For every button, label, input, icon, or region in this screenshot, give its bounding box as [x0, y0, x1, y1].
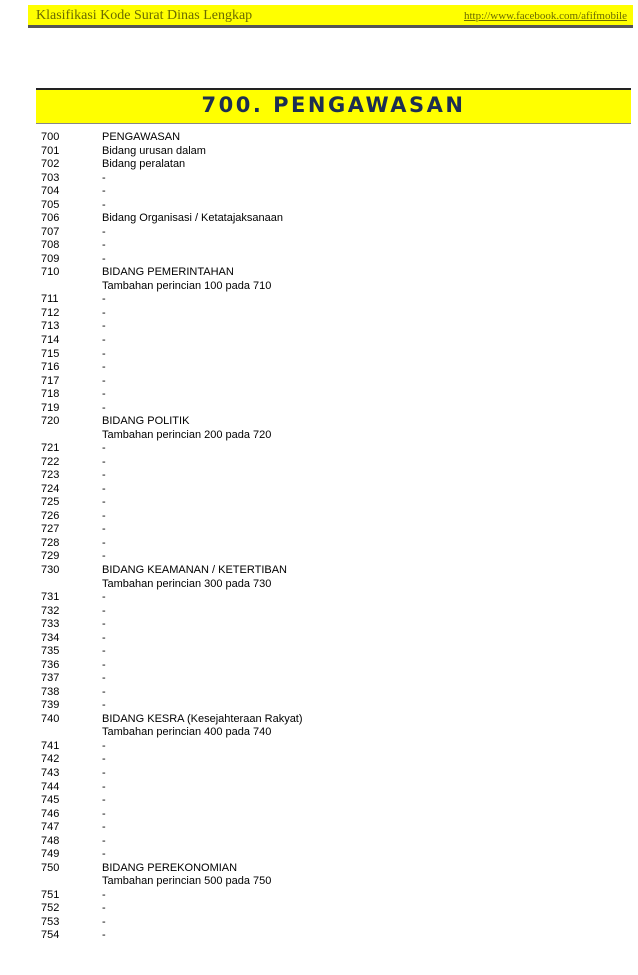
list-item [41, 510, 601, 524]
code-number: 712 [41, 306, 60, 319]
code-description: - [102, 645, 106, 658]
code-number: 709 [41, 252, 60, 265]
code-number: 727 [41, 523, 60, 536]
list-item [41, 307, 601, 321]
code-number: 707 [41, 225, 60, 238]
code-number [41, 280, 102, 294]
code-number: 747 [41, 821, 60, 834]
code-number: 753 [41, 915, 60, 928]
list-item [41, 767, 601, 781]
list-item [41, 632, 601, 646]
code-description: - [102, 821, 106, 834]
list-item [41, 496, 601, 510]
code-description: - [102, 509, 106, 522]
code-description: - [102, 185, 106, 198]
code-description: - [102, 374, 106, 387]
list-item [41, 753, 601, 767]
list-item [41, 293, 601, 307]
list-item [41, 172, 601, 186]
code-number: 718 [41, 388, 60, 401]
list-item [41, 605, 601, 619]
list-item [41, 402, 601, 416]
code-number: 741 [41, 739, 60, 752]
header-bar [28, 5, 633, 28]
code-number: 719 [41, 401, 60, 414]
list-item [41, 280, 601, 294]
list-item [41, 131, 601, 145]
list-item [41, 388, 601, 402]
code-description: - [102, 239, 106, 252]
code-description: - [102, 699, 106, 712]
code-description: - [102, 333, 106, 346]
code-number: 726 [41, 509, 60, 522]
list-item [41, 929, 601, 943]
code-description: - [102, 536, 106, 549]
list-item [41, 415, 601, 429]
code-description: - [102, 658, 106, 671]
code-description: - [102, 591, 106, 604]
code-number: 716 [41, 361, 60, 374]
code-description: - [102, 496, 106, 509]
code-number: 730 [41, 564, 60, 576]
code-description: - [102, 848, 106, 861]
code-number: 731 [41, 591, 60, 604]
code-number: 744 [41, 780, 60, 793]
list-item [41, 483, 601, 497]
list-item [41, 145, 601, 159]
document-title: Klasifikasi Kode Surat Dinas Lengkap [36, 8, 253, 23]
list-item [41, 334, 601, 348]
code-description: Tambahan perincian 200 pada 720 [102, 428, 272, 441]
code-description: - [102, 902, 106, 915]
list-item [41, 713, 601, 727]
code-description: - [102, 347, 106, 360]
code-description: - [102, 306, 106, 319]
list-item [41, 266, 601, 280]
list-item [41, 618, 601, 632]
code-number: 749 [41, 848, 60, 861]
list-item [41, 253, 601, 267]
list-item [41, 862, 601, 876]
code-description: Bidang peralatan [102, 158, 186, 171]
code-description: Tambahan perincian 500 pada 750 [102, 875, 272, 888]
section-heading-band [36, 88, 631, 124]
code-number: 703 [41, 171, 60, 184]
code-number: 721 [41, 442, 60, 455]
list-item [41, 848, 601, 862]
list-item [41, 212, 601, 226]
code-description: - [102, 523, 106, 536]
code-description: - [102, 401, 106, 414]
code-number: 737 [41, 672, 60, 685]
list-item [41, 564, 601, 578]
list-item [41, 740, 601, 754]
code-number: 711 [41, 293, 59, 306]
code-number: 740 [41, 712, 60, 725]
code-description: - [102, 455, 106, 468]
list-item [41, 902, 601, 916]
code-description: - [102, 469, 106, 482]
code-number: 729 [41, 550, 60, 563]
list-item [41, 185, 601, 199]
code-number: 754 [41, 929, 60, 942]
code-number: 702 [41, 158, 60, 171]
code-description: - [102, 631, 106, 644]
code-description: BIDANG POLITIK [102, 415, 190, 428]
list-item [41, 199, 601, 213]
code-description: - [102, 685, 106, 698]
code-number: 750 [41, 861, 60, 874]
code-number: 725 [41, 496, 60, 509]
code-description: Tambahan perincian 400 pada 740 [102, 726, 272, 739]
code-description: - [102, 753, 106, 766]
code-description: BIDANG PEMERINTAHAN [102, 266, 234, 279]
code-description: - [102, 320, 106, 333]
list-item [41, 726, 601, 740]
code-list [41, 131, 601, 943]
code-description: PENGAWASAN [102, 131, 181, 143]
list-item [41, 875, 601, 889]
code-number: 734 [41, 631, 60, 644]
list-item [41, 429, 601, 443]
list-item [41, 442, 601, 456]
code-number: 722 [41, 455, 60, 468]
code-description: - [102, 766, 106, 779]
list-item [41, 591, 601, 605]
code-number: 738 [41, 685, 60, 698]
code-number: 751 [41, 888, 60, 901]
code-description: - [102, 604, 106, 617]
code-number: 706 [41, 212, 60, 225]
code-description: - [102, 550, 106, 563]
code-number [41, 875, 102, 889]
list-item [41, 835, 601, 849]
code-number: 745 [41, 794, 60, 807]
list-item [41, 889, 601, 903]
code-number: 705 [41, 198, 60, 211]
code-number: 723 [41, 469, 60, 482]
code-number [41, 429, 102, 443]
list-item [41, 361, 601, 375]
code-description: - [102, 915, 106, 928]
code-description: Bidang urusan dalam [102, 144, 206, 157]
code-description: - [102, 442, 106, 455]
code-number: 743 [41, 766, 60, 779]
code-description: - [102, 929, 106, 942]
code-description: Tambahan perincian 100 pada 710 [102, 279, 272, 292]
code-description: - [102, 293, 106, 306]
list-item [41, 469, 601, 483]
list-item [41, 578, 601, 592]
code-description: - [102, 225, 106, 238]
code-number: 710 [41, 266, 60, 279]
code-number: 715 [41, 347, 60, 360]
code-number: 739 [41, 699, 60, 712]
facebook-link[interactable]: http://www.facebook.com/afifmobile [463, 10, 627, 22]
code-number: 742 [41, 753, 60, 766]
list-item [41, 550, 601, 564]
code-description: BIDANG KESRA (Kesejahteraan Rakyat) [102, 712, 303, 725]
list-item [41, 645, 601, 659]
code-description: - [102, 834, 106, 847]
list-item [41, 239, 601, 253]
code-number: 714 [41, 333, 60, 346]
code-number: 746 [41, 807, 60, 820]
code-description: - [102, 780, 106, 793]
list-item [41, 320, 601, 334]
code-number: 700 [41, 131, 60, 143]
code-number [41, 726, 102, 740]
list-item [41, 794, 601, 808]
code-description: - [102, 739, 106, 752]
list-item [41, 821, 601, 835]
code-description: Tambahan perincian 300 pada 730 [102, 577, 272, 590]
code-description: - [102, 252, 106, 265]
code-number: 748 [41, 834, 60, 847]
code-description: - [102, 672, 106, 685]
code-number [41, 578, 102, 592]
list-item [41, 659, 601, 673]
list-item [41, 375, 601, 389]
list-item [41, 348, 601, 362]
code-description: Bidang Organisasi / Ketatajaksanaan [102, 212, 284, 225]
list-item [41, 781, 601, 795]
section-heading: 700. PENGAWASAN [201, 93, 466, 117]
list-item [41, 523, 601, 537]
list-item [41, 686, 601, 700]
list-item [41, 158, 601, 172]
list-item [41, 456, 601, 470]
code-number: 724 [41, 482, 60, 495]
list-item [41, 537, 601, 551]
list-item [41, 916, 601, 930]
code-description: - [102, 482, 106, 495]
code-number: 713 [41, 320, 60, 333]
code-description: - [102, 198, 106, 211]
list-item [41, 808, 601, 822]
code-number: 735 [41, 645, 60, 658]
code-description: - [102, 361, 106, 374]
code-description: - [102, 618, 106, 631]
code-description: BIDANG KEAMANAN / KETERTIBAN [102, 564, 288, 576]
list-item [41, 226, 601, 240]
code-number: 728 [41, 536, 60, 549]
code-description: - [102, 807, 106, 820]
code-number: 733 [41, 618, 60, 631]
list-item [41, 672, 601, 686]
code-description: - [102, 388, 106, 401]
code-number: 704 [41, 185, 60, 198]
code-number: 732 [41, 604, 60, 617]
code-number: 701 [41, 144, 60, 157]
code-number: 736 [41, 658, 60, 671]
code-description: - [102, 888, 106, 901]
code-description: - [102, 171, 106, 184]
code-number: 720 [41, 415, 60, 428]
code-description: BIDANG PEREKONOMIAN [102, 861, 238, 874]
list-item [41, 699, 601, 713]
code-number: 717 [41, 374, 60, 387]
code-description: - [102, 794, 106, 807]
code-number: 708 [41, 239, 60, 252]
code-number: 752 [41, 902, 60, 915]
